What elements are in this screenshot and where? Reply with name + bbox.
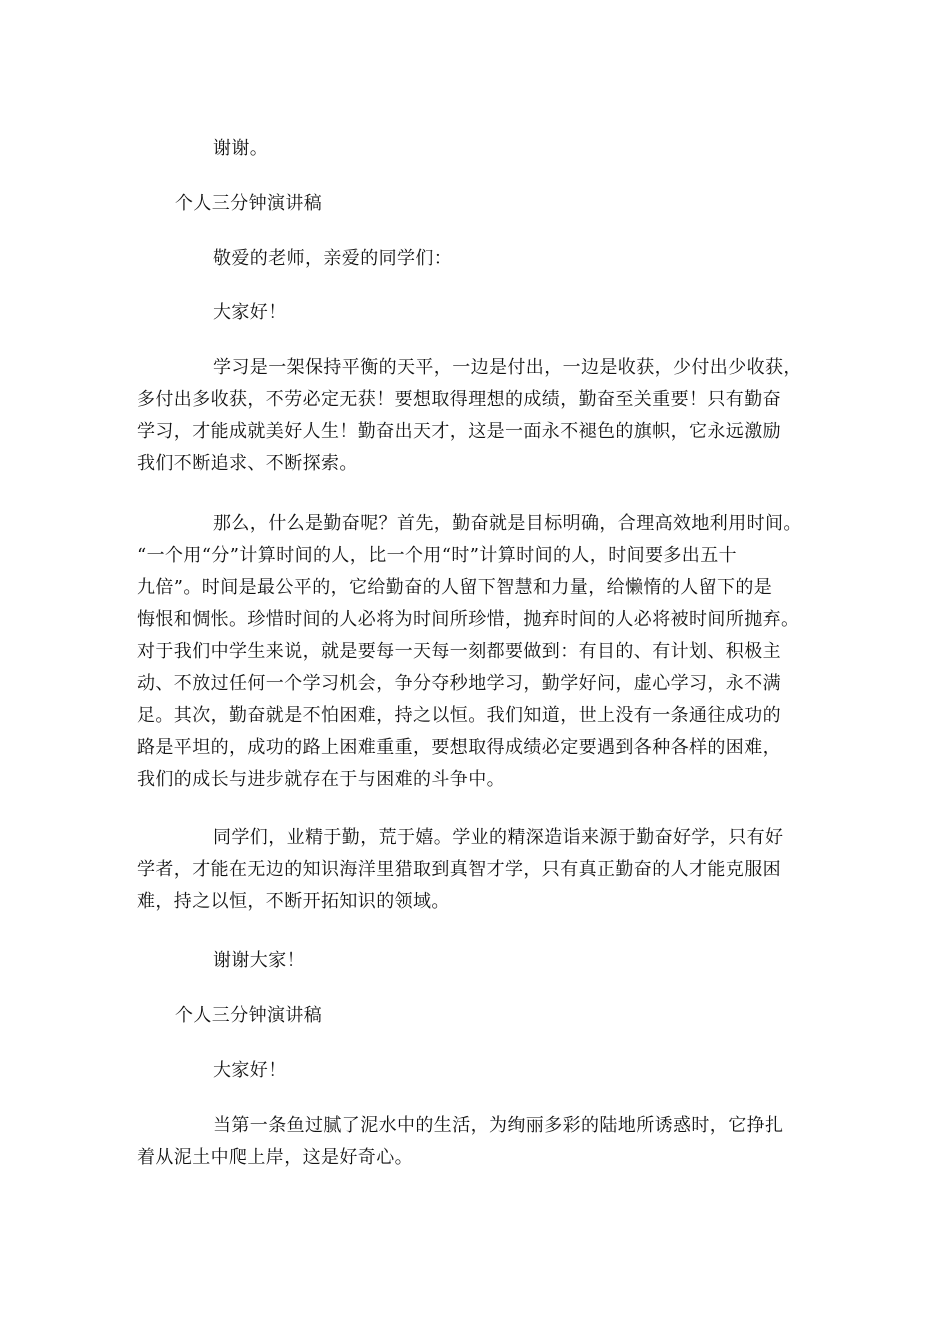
speech-title xyxy=(137,1000,817,1032)
text-line: 悔恨和惆怅。珍惜时间的人必将为时间所珍惜，抛弃时间的人必将被时间所抛弃。 xyxy=(137,609,800,630)
text-line: 学习，才能成就美好人生！勤奋出天才，这是一面永不褪色的旗帜，它永远激励 xyxy=(137,421,781,442)
text-line: 同学们，业精于勤，荒于嬉。学业的精深造诣来源于勤奋好学，只有好 xyxy=(213,827,784,848)
text-line: 着从泥土中爬上岸，这是好奇心。 xyxy=(137,1147,413,1168)
title-text: 个人三分钟演讲稿 xyxy=(175,193,323,214)
paragraph-greeting xyxy=(137,297,817,329)
text-line: 我们不断追求、不断探索。 xyxy=(137,453,358,474)
paragraph-balance xyxy=(137,352,817,480)
text-line: 学习是一架保持平衡的天平，一边是付出，一边是收获，少付出少收获， xyxy=(213,357,802,378)
text-line: 我们的成长与进步就存在于与困难的斗争中。 xyxy=(137,769,505,790)
text-line: 谢谢。 xyxy=(213,138,269,159)
text-line: “一个用“分”计算时间的人，比一个用“时”计算时间的人，时间要多出五十 xyxy=(137,545,738,566)
paragraph-greeting xyxy=(137,1055,817,1087)
text-line: 敬爱的老师，亲爱的同学们： xyxy=(213,248,453,269)
text-line: 动、不放过任何一个学习机会，争分夺秒地学习，勤学好问，虚心学习，永不满 xyxy=(137,673,781,694)
text-line: 大家好！ xyxy=(213,302,287,323)
paragraph-salutation xyxy=(137,243,817,275)
text-line: 学者，才能在无边的知识海洋里猎取到真智才学，只有真正勤奋的人才能克服困 xyxy=(137,859,781,880)
text-line: 难，持之以恒，不断开拓知识的领域。 xyxy=(137,891,450,912)
text-line: 大家好！ xyxy=(213,1060,287,1081)
paragraph-classmates xyxy=(137,822,817,918)
text-line: 足。其次，勤奋就是不怕困难，持之以恒。我们知道，世上没有一条通往成功的 xyxy=(137,705,781,726)
paragraph-thanks-all xyxy=(137,945,817,977)
text-line: 多付出多收获，不劳必定无获！要想取得理想的成绩，勤奋至关重要！只有勤奋 xyxy=(137,389,781,410)
text-line: 对于我们中学生来说，就是要每一天每一刻都要做到：有目的、有计划、积极主 xyxy=(137,641,781,662)
text-line: 谢谢大家！ xyxy=(213,950,305,971)
paragraph-first-fish xyxy=(137,1110,817,1174)
speech-title xyxy=(137,188,817,220)
text-line: 九倍”。时间是最公平的，它给勤奋的人留下智慧和力量，给懒惰的人留下的是 xyxy=(137,577,773,598)
text-line: 路是平坦的，成功的路上困难重重，要想取得成绩必定要遇到各种各样的困难， xyxy=(137,737,781,758)
text-line: 那么，什么是勤奋呢？首先，勤奋就是目标明确，合理高效地利用时间。 xyxy=(213,513,802,534)
paragraph-diligence xyxy=(137,508,817,796)
text-line: 当第一条鱼过腻了泥水中的生活，为绚丽多彩的陆地所诱惑时，它挣扎 xyxy=(213,1115,784,1136)
paragraph-thanks xyxy=(137,133,817,165)
title-text: 个人三分钟演讲稿 xyxy=(175,1005,323,1026)
